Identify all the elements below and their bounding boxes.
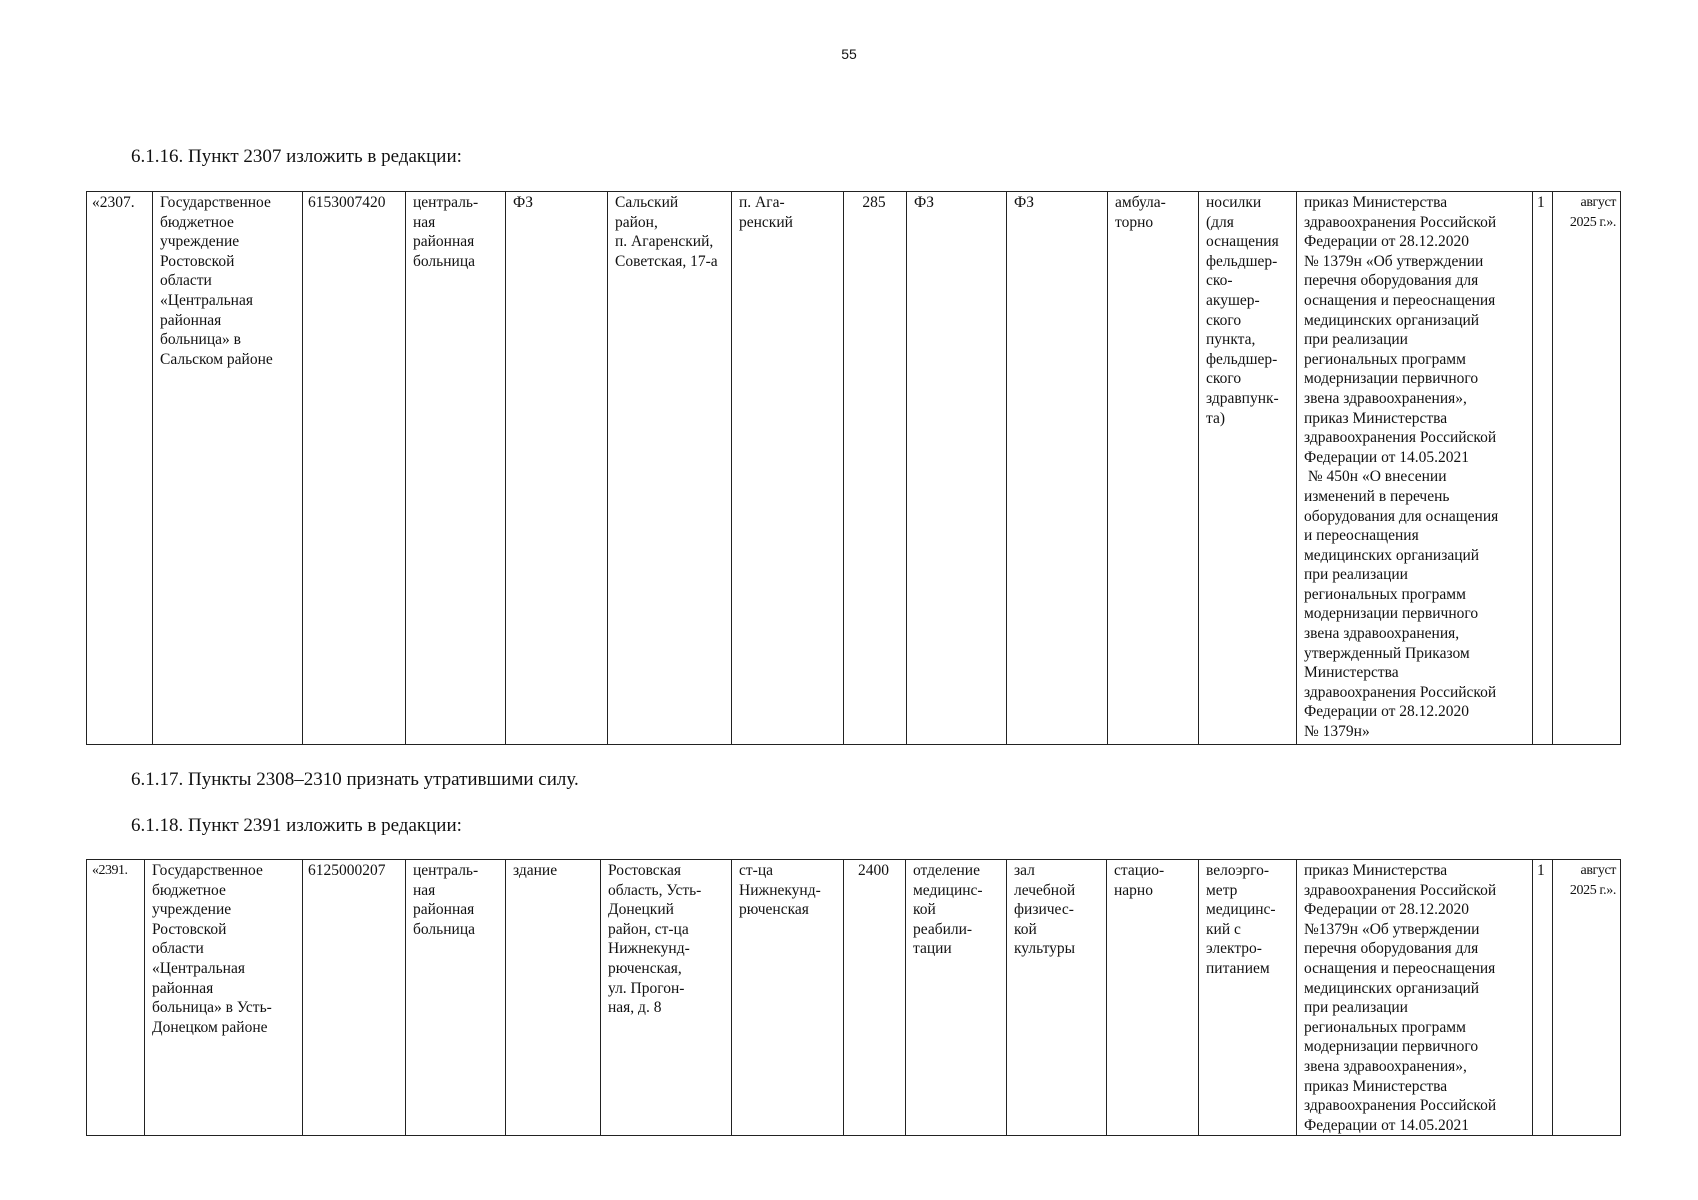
equipment: носилки (для оснащения фельдшер- ско- акушер- ского пункта, фельдшер- ского здравпунк- та) <box>1199 192 1297 745</box>
address: Сальский район, п. Агаренский, Советская, 17-а <box>608 192 732 745</box>
organization-type: централь- ная районная больница <box>406 192 506 745</box>
table-item-2307 <box>86 191 1621 745</box>
unit: ФЗ <box>907 192 1007 745</box>
room: зал лечебной физичес- кой культуры <box>1007 860 1107 1136</box>
settlement: п. Ага- ренский <box>732 192 844 745</box>
address: Ростовская область, Усть- Донецкий район, ст-ца Нижнекунд- рюченская, ул. Прогон- ная, д. 8 <box>601 860 732 1136</box>
organization-name: Государственное бюджетное учреждение Ростовской области «Центральная районная больница» в Усть- Донецком районе <box>145 860 303 1136</box>
organization-type: централь- ная районная больница <box>406 860 506 1136</box>
quantity: 1 <box>1533 860 1553 1136</box>
quantity: 1 <box>1533 192 1553 745</box>
section-heading-2307: 6.1.16. Пункт 2307 изложить в редакции: <box>131 146 462 167</box>
population: 2400 <box>844 860 906 1136</box>
table-row <box>87 860 1621 1136</box>
page-number: 55 <box>841 46 857 62</box>
table-item-2391 <box>86 859 1621 1136</box>
item-number: «2307. <box>87 192 153 745</box>
legal-basis: приказ Министерства здравоохранения Российской Федерации от 28.12.2020 №1379н «Об утверждении перечня оборудования для оснащения и переоснащения медицинских организаций при реализации региональных программ модернизации первичного звена здравоохранения», приказ Министерства здравоохранения Российской Федерации от 14.05.2021 <box>1297 860 1533 1136</box>
section-heading-2391: 6.1.18. Пункт 2391 изложить в редакции: <box>131 815 462 836</box>
section-heading-2308-2310: 6.1.17. Пункты 2308–2310 признать утратившими силу. <box>131 769 579 790</box>
legal-basis: приказ Министерства здравоохранения Российской Федерации от 28.12.2020 № 1379н «Об утверждении перечня оборудования для оснащения и переоснащения медицинских организаций при реализации региональных программ модернизации первичного звена здравоохранения», приказ Министерства здравоохранения Российской Федерации от 14.05.2021 № 450н «О внесении изменений в перечень оборудования для оснащения и переоснащения медицинских организаций при реализации региональных программ модернизации первичного звена здравоохранения, утвержденный Приказом Министерства здравоохранения Российской Федерации от 28.12.2020 № 1379н» <box>1297 192 1533 745</box>
room: ФЗ <box>1007 192 1108 745</box>
object-type: здание <box>506 860 601 1136</box>
inn-code: 6125000207 <box>303 860 406 1136</box>
organization-name: Государственное бюджетное учреждение Ростовской области «Центральная районная больница» в Сальском районе <box>153 192 303 745</box>
unit: отделение медицинс- кой реабили- тации <box>906 860 1007 1136</box>
settlement: ст-ца Нижнекунд- рюченская <box>732 860 844 1136</box>
object-type: ФЗ <box>506 192 608 745</box>
table-row <box>87 192 1621 745</box>
inn-code: 6153007420 <box>303 192 406 745</box>
deadline: август 2025 г.». <box>1553 192 1621 745</box>
equipment: велоэрго- метр медицинс- кий с электро- питанием <box>1199 860 1297 1136</box>
item-number: «2391. <box>87 860 145 1136</box>
care-mode: амбула- торно <box>1108 192 1199 745</box>
care-mode: стацио- нарно <box>1107 860 1199 1136</box>
population: 285 <box>844 192 907 745</box>
deadline: август 2025 г.». <box>1553 860 1621 1136</box>
